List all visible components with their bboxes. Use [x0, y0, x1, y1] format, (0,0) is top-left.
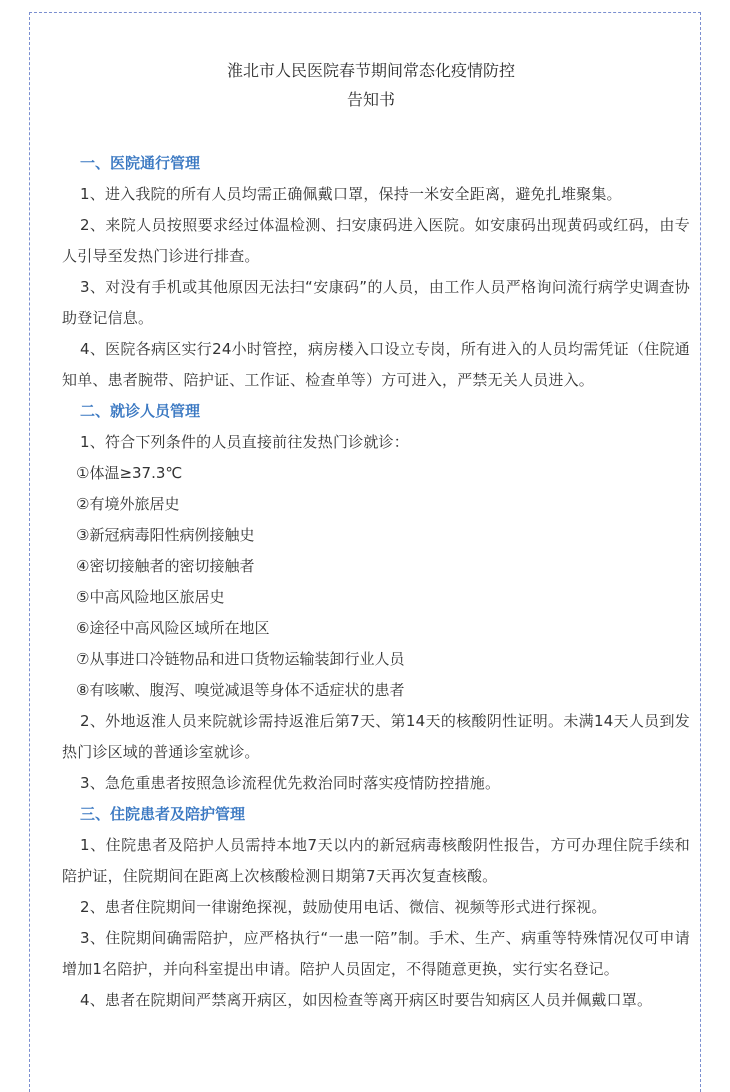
paragraph: 3、对没有手机或其他原因无法扫“安康码”的人员，由工作人员严格询问流行病学史调查协助登记信息。 — [62, 278, 690, 327]
paragraph: 1、符合下列条件的人员直接前往发热门诊就诊： — [80, 433, 409, 451]
section-heading-1: 一、医院通行管理 — [80, 154, 201, 172]
notice-title — [62, 56, 690, 114]
title-line-1: 淮北市人民医院春节期间常态化疫情防控 — [226, 61, 515, 80]
condition-item: ⑧有咳嗽、腹泻、嗅觉减退等身体不适症状的患者 — [76, 681, 405, 699]
paragraph: 2、来院人员按照要求经过体温检测、扫安康码进入医院。如安康码出现黄码或红码，由专人引导至发热门诊进行排查。 — [62, 216, 690, 265]
paragraph: 4、患者在院期间严禁离开病区，如因检查等离开病区时要告知病区人员并佩戴口罩。 — [80, 991, 653, 1009]
paragraph: 1、进入我院的所有人员均需正确佩戴口罩，保持一米安全距离，避免扎堆聚集。 — [80, 185, 622, 203]
paragraph: 2、患者住院期间一律谢绝探视，鼓励使用电话、微信、视频等形式进行探视。 — [80, 898, 607, 916]
paragraph: 3、急危重患者按照急诊流程优先救治同时落实疫情防控措施。 — [80, 774, 501, 792]
condition-item: ①体温≥37.3℃ — [76, 464, 183, 482]
paragraph: 2、外地返淮人员来院就诊需持返淮后第7天、第14天的核酸阴性证明。未满14天人员到发热门诊区域的普通诊室就诊。 — [62, 712, 690, 761]
condition-item: ②有境外旅居史 — [76, 495, 180, 513]
paragraph: 4、医院各病区实行24小时管控，病房楼入口设立专岗，所有进入的人员均需凭证（住院通知单、患者腕带、陪护证、工作证、检查单等）方可进入，严禁无关人员进入。 — [62, 340, 690, 389]
paragraph: 3、住院期间确需陪护，应严格执行“一患一陪”制。手术、生产、病重等特殊情况仅可申请增加1名陪护，并向科室提出申请。陪护人员固定，不得随意更换，实行实名登记。 — [62, 929, 690, 978]
condition-item: ⑥途径中高风险区域所在地区 — [76, 619, 270, 637]
condition-item: ⑤中高风险地区旅居史 — [76, 588, 225, 606]
section-heading-2: 二、就诊人员管理 — [80, 402, 201, 420]
notice-document — [62, 56, 690, 1016]
title-line-2: 告知书 — [346, 90, 395, 109]
paragraph: 1、住院患者及陪护人员需持本地7天以内的新冠病毒核酸阴性报告，方可办理住院手续和陪护证，住院期间在距离上次核酸检测日期第7天再次复查核酸。 — [62, 836, 690, 885]
condition-item: ⑦从事进口冷链物品和进口货物运输装卸行业人员 — [76, 650, 405, 668]
condition-item: ③新冠病毒阳性病例接触史 — [76, 526, 255, 544]
condition-item: ④密切接触者的密切接触者 — [76, 557, 255, 575]
section-heading-3: 三、住院患者及陪护管理 — [80, 805, 246, 823]
